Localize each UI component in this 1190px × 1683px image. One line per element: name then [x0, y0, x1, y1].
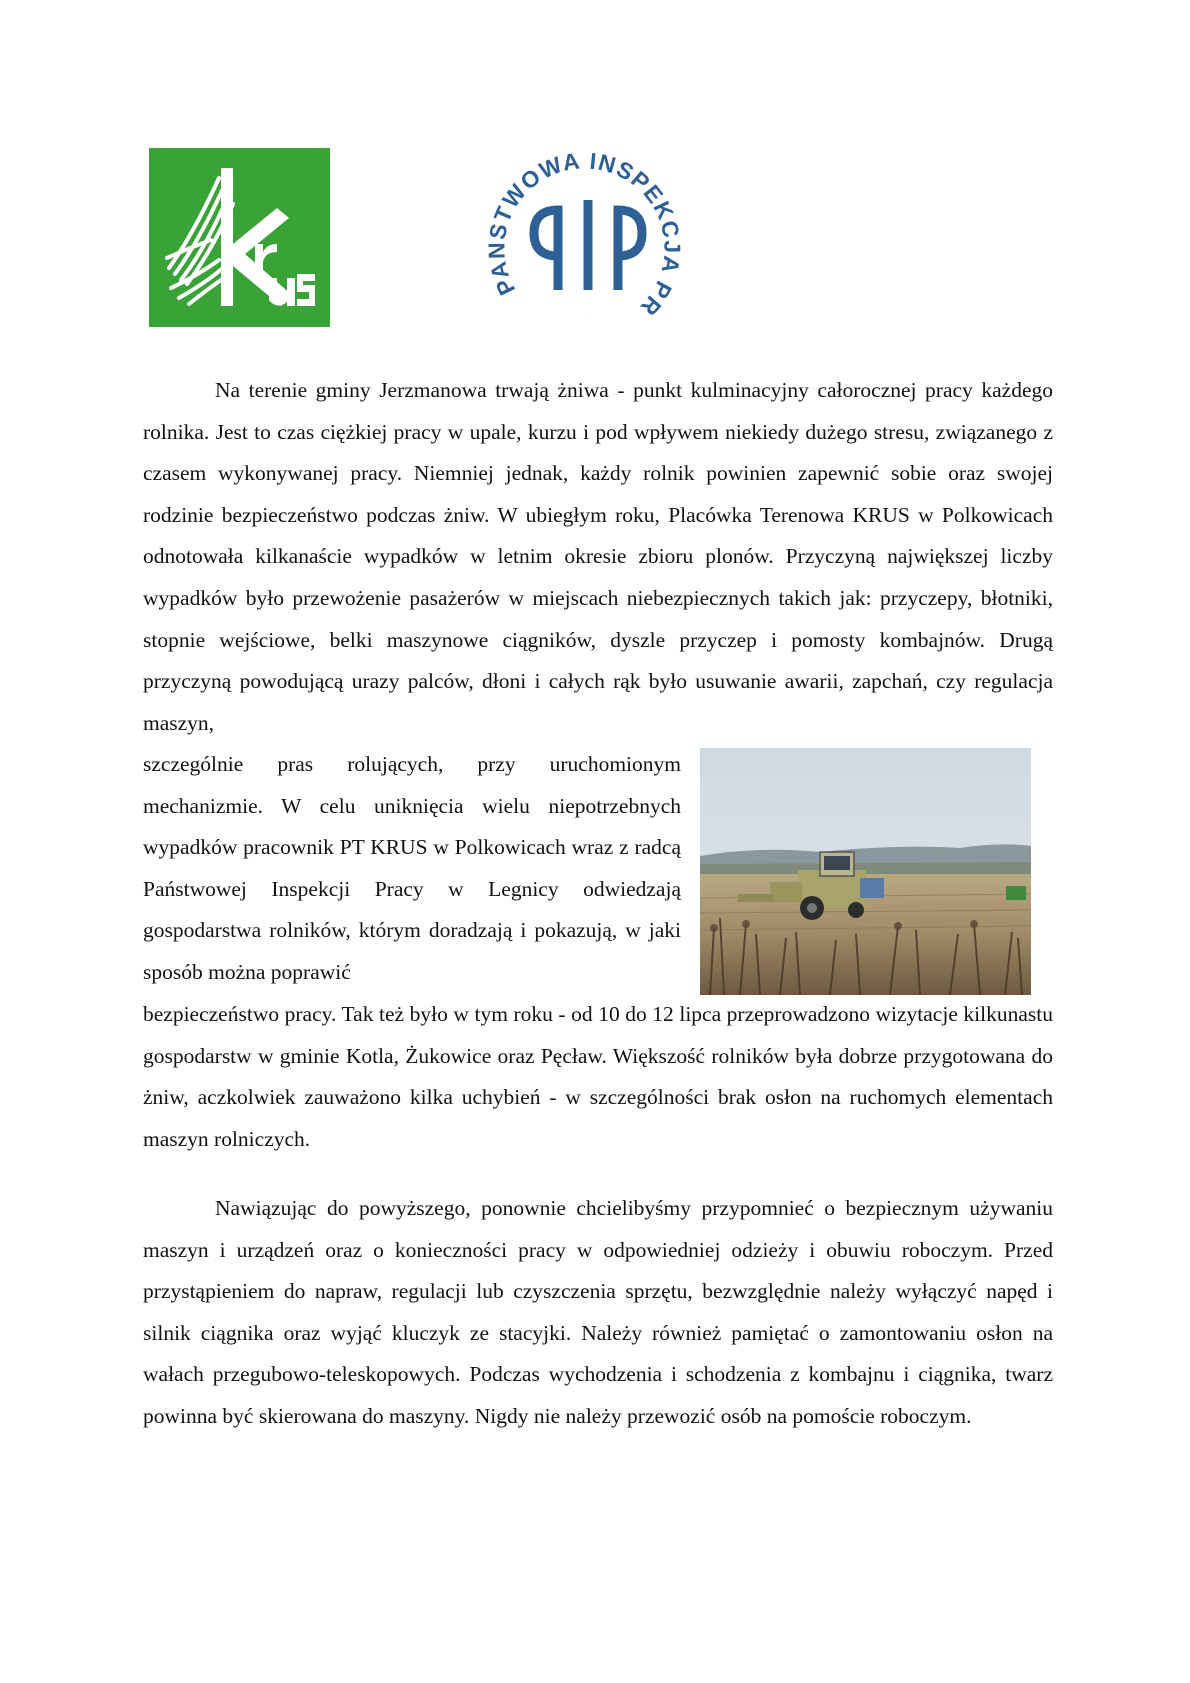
harvester-photo	[700, 748, 1031, 995]
paragraph-1-part-1: Na terenie gminy Jerzmanowa trwają żniwa - punkt kulminacyjny całorocznej pracy każdego rolnika. Jest to czas ciężkiej pracy w upale, kurzu i pod wpływem niekiedy dużego stresu, związanego z czasem wykonywanej pracy. Niemniej jednak, każdy rolnik powinien zapewnić sobie oraz swojej rodzinie bezpieczeństwo podczas żniw. W ubiegłym roku, Placówka Terenowa KRUS w Polkowicach odnotowała kilkanaście wypadków w letnim okresie zbioru plonów. Przyczyną największej liczby wypadków było przewożenie pasażerów w miejscach niebezpiecznych takich jak: przyczepy, błotniki, stopnie wejściowe, belki maszynowe ciągników, dyszle przyczep i pomosty kombajnów. Drugą przyczyną powodującą urazy palców, dłoni i całych rąk było usuwanie awarii, zapchań, czy regulacja maszyn,	[143, 378, 1053, 735]
pip-logo	[488, 140, 688, 332]
paragraph-2-text: Nawiązując do powyższego, ponownie chcielibyśmy przypomnieć o bezpiecznym używaniu maszyn i urządzeń oraz o konieczności pracy w odpowiedniej odzieży i obuwiu roboczym. Przed przystąpieniem do napraw, regulacji lub czyszczenia sprzętu, bezwzględnie należy wyłączyć napęd i silnik ciągnika oraz wyjąć kluczyk ze stacyjki. Należy również pamiętać o zamontowaniu osłon na wałach przegubowo-teleskopowych. Podczas wychodzenia i schodzenia z kombajnu i ciągnika, twarz powinna być skierowana do maszyny. Nigdy nie należy przewozić osób na pomoście roboczym.	[143, 1196, 1053, 1428]
paragraph-1-part-3: bezpieczeństwo pracy. Tak też było w tym roku - od 10 do 12 lipca przeprowadzono wizytacje kilkunastu gospodarstw w gminie Kotla, Żukowice oraz Pęcław. Większość rolników była dobrze przygotowana do żniw, aczkolwiek zauważono kilka uchybień - w szczególności brak osłon na ruchomych elementach maszyn rolniczych.	[143, 1002, 1053, 1151]
krus-logo-mark	[149, 148, 330, 327]
article-paragraph-1-end	[143, 994, 1053, 1160]
article-paragraph-1-wrap	[143, 744, 681, 994]
krus-logo	[149, 148, 330, 327]
article-paragraph-2	[143, 1188, 1053, 1438]
pip-ring-text: P TWOWA INSPEKCJA PR	[488, 147, 686, 322]
harvester-photo-image	[700, 748, 1031, 995]
paragraph-1-part-2: szczególnie pras rolujących, przy uruchomionym mechanizmie. W celu uniknięcia wielu niepotrzebnych wypadków pracownik PT KRUS w Polkowicach wraz z radcą Państwowej Inspekcji Pracy w Legnicy odwiedzają gospodarstwa rolników, którym doradzają i pokazują, w jaki sposób można poprawić	[143, 752, 681, 984]
article-paragraph-1	[143, 370, 1053, 744]
pip-monogram: PIP	[587, 320, 589, 321]
pip-logo-mark	[488, 140, 688, 332]
